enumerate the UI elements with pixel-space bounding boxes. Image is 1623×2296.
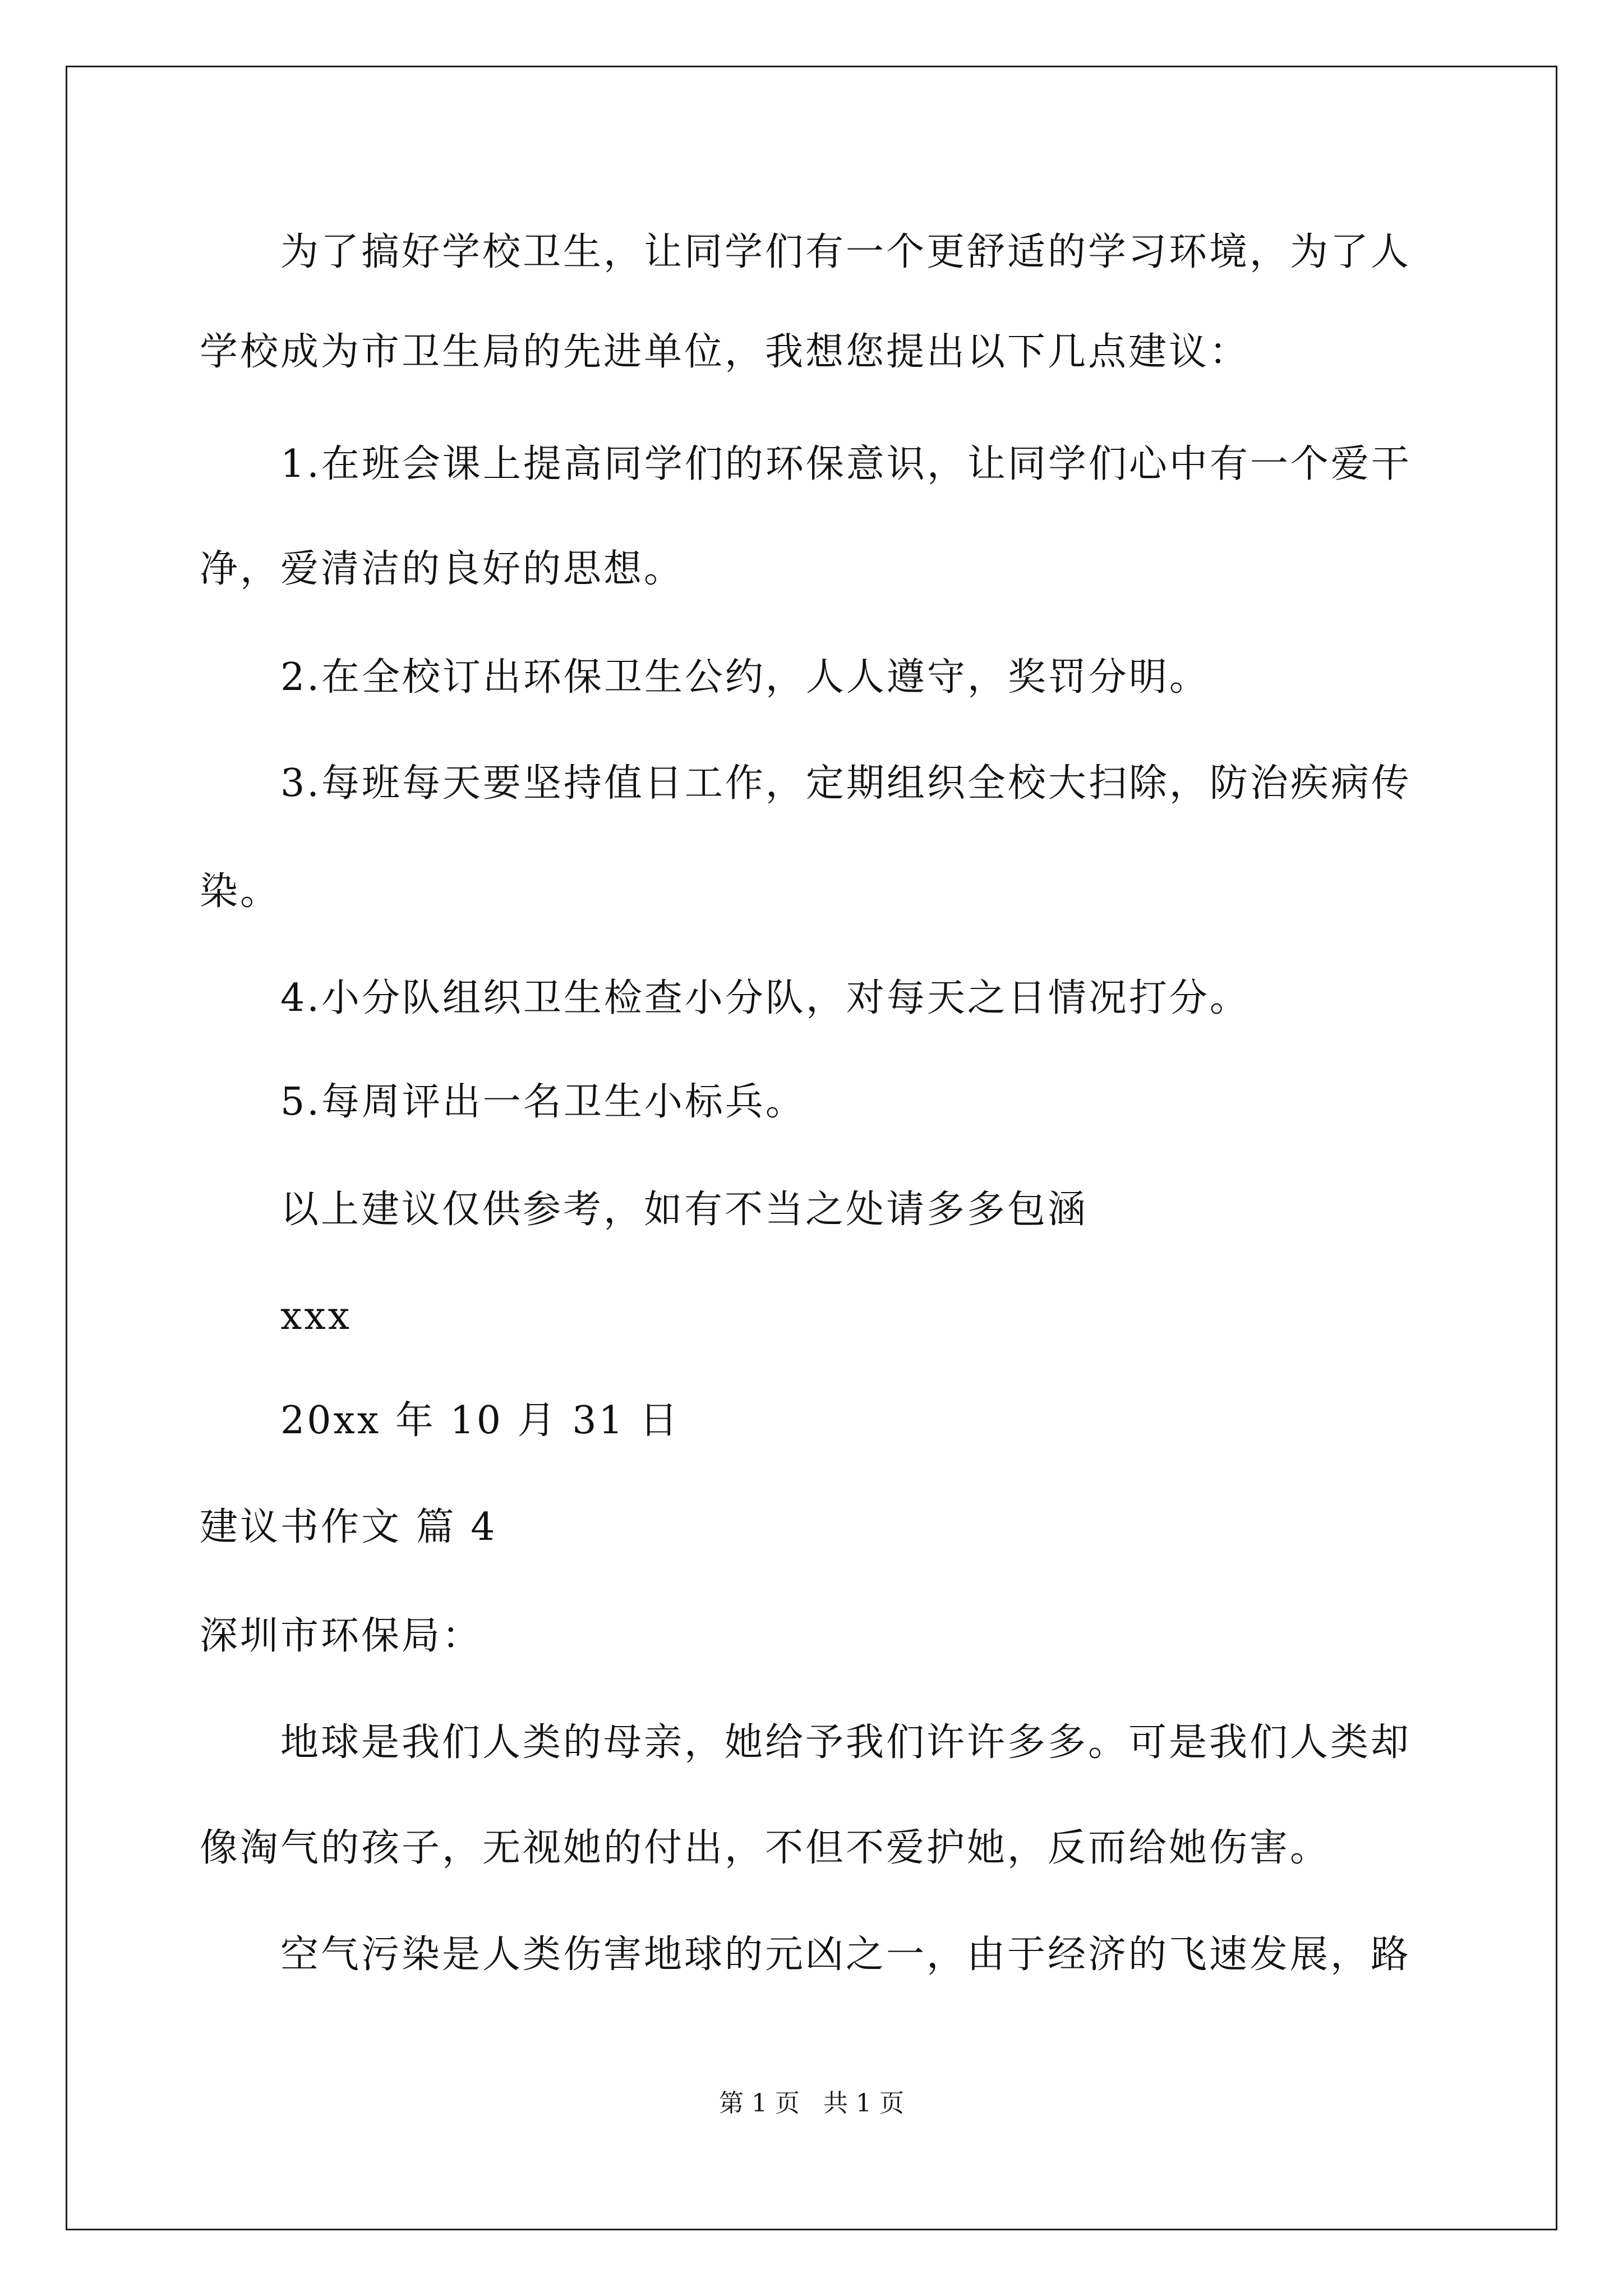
paragraph-line: 染。 — [200, 869, 281, 914]
paragraph-line: 地球是我们人类的母亲，她给予我们许许多多。可是我们人类却 — [280, 1720, 1412, 1765]
paragraph-line: 5.每周评出一名卫生小标兵。 — [280, 1080, 806, 1124]
paragraph-line: 像淘气的孩子，无视她的付出，不但不爱护她，反而给她伤害。 — [200, 1826, 1331, 1870]
paragraph-line: 净，爱清洁的良好的思想。 — [200, 547, 685, 591]
paragraph-line: 为了搞好学校卫生，让同学们有一个更舒适的学习环境，为了人 — [280, 230, 1412, 274]
page-total: 共 1 页 — [823, 2089, 904, 2118]
date-line: 20xx 年 10 月 31 日 — [280, 1398, 680, 1443]
paragraph-line: 2.在全校订出环保卫生公约，人人遵守，奖罚分明。 — [280, 655, 1210, 700]
paragraph-line: 3.每班每天要坚持值日工作，定期组织全校大扫除，防治疾病传 — [280, 761, 1412, 806]
page-footer — [0, 2087, 1623, 2120]
paragraph-line: 空气污染是人类伤害地球的元凶之一，由于经济的飞速发展，路 — [280, 1932, 1412, 1977]
paragraph-line: 4.小分队组织卫生检查小分队，对每天之日情况打分。 — [280, 976, 1250, 1020]
signature-line: xxx — [280, 1294, 352, 1338]
paragraph-line: 以上建议仅供参考，如有不当之处请多多包涵 — [280, 1188, 1089, 1232]
paragraph-line: 学校成为市卫生局的先进单位，我想您提出以下几点建议： — [200, 330, 1250, 374]
page-border — [66, 66, 1557, 2230]
salutation-line: 深圳市环保局： — [200, 1614, 483, 1658]
page-number: 第 1 页 — [719, 2089, 800, 2118]
section-heading: 建议书作文 篇 4 — [200, 1505, 497, 1549]
paragraph-line: 1.在班会课上提高同学们的环保意识，让同学们心中有一个爱干 — [280, 442, 1412, 486]
